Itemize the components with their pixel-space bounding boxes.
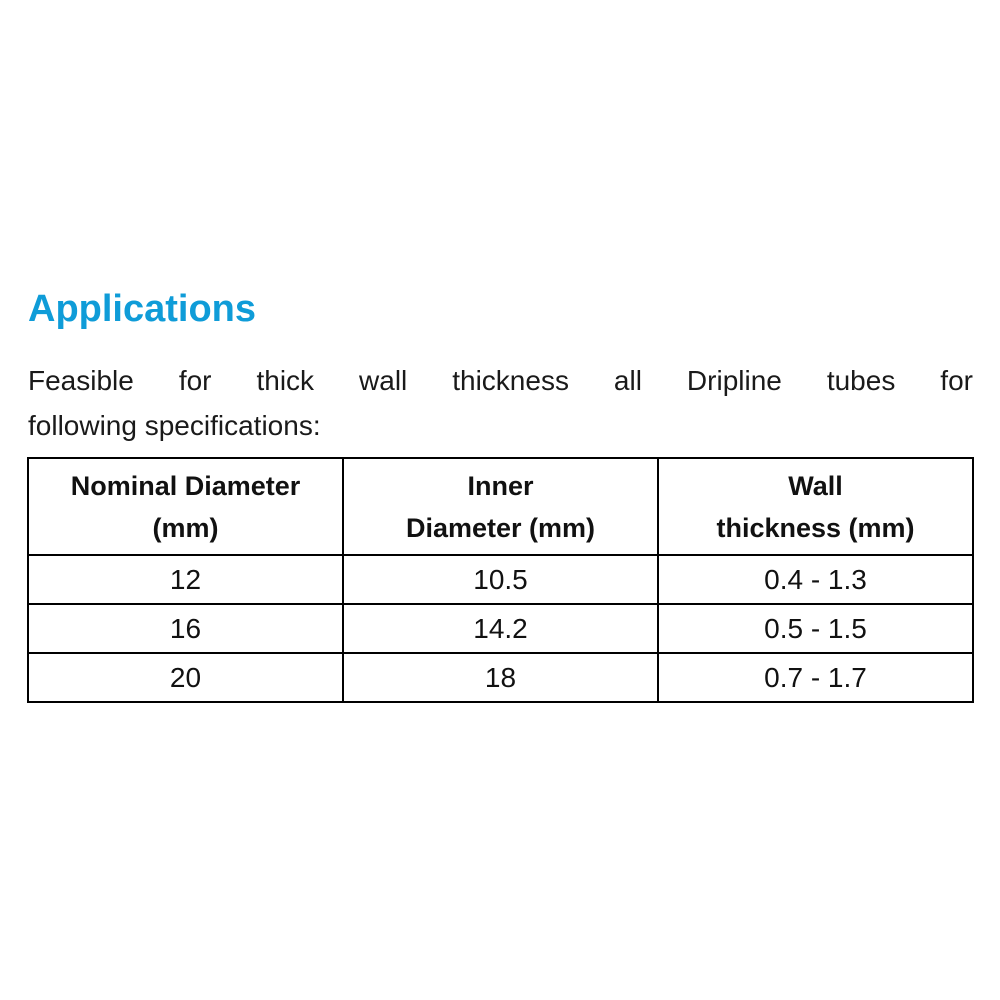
cell-inner-diameter: 14.2 bbox=[343, 604, 658, 653]
table-header-row bbox=[28, 458, 973, 555]
section-heading: Applications bbox=[28, 288, 257, 330]
cell-wall-thickness: 0.4 - 1.3 bbox=[658, 555, 973, 604]
header-line: Inner bbox=[467, 470, 534, 501]
table-row bbox=[28, 555, 973, 604]
header-line: Wall bbox=[788, 470, 843, 501]
table-row bbox=[28, 653, 973, 702]
header-line: thickness (mm) bbox=[716, 512, 915, 543]
cell-nominal-diameter: 20 bbox=[28, 653, 343, 702]
header-nominal-diameter bbox=[28, 458, 343, 555]
header-line: Nominal Diameter bbox=[70, 470, 301, 501]
specifications-table bbox=[27, 457, 974, 703]
cell-nominal-diameter: 12 bbox=[28, 555, 343, 604]
header-wall-thickness bbox=[658, 458, 973, 555]
table-body bbox=[28, 555, 973, 702]
intro-paragraph-line-2: following specifications: bbox=[28, 410, 321, 441]
cell-inner-diameter: 10.5 bbox=[343, 555, 658, 604]
cell-inner-diameter: 18 bbox=[343, 653, 658, 702]
table-row bbox=[28, 604, 973, 653]
header-line: Diameter (mm) bbox=[405, 512, 596, 543]
cell-wall-thickness: 0.5 - 1.5 bbox=[658, 604, 973, 653]
table-header bbox=[28, 458, 973, 555]
cell-nominal-diameter: 16 bbox=[28, 604, 343, 653]
intro-paragraph bbox=[28, 358, 973, 448]
cell-wall-thickness: 0.7 - 1.7 bbox=[658, 653, 973, 702]
header-inner-diameter bbox=[343, 458, 658, 555]
intro-paragraph-line-1: Feasible for thick wall thickness all Dripline tubes for bbox=[28, 365, 973, 396]
header-line: (mm) bbox=[152, 512, 219, 543]
